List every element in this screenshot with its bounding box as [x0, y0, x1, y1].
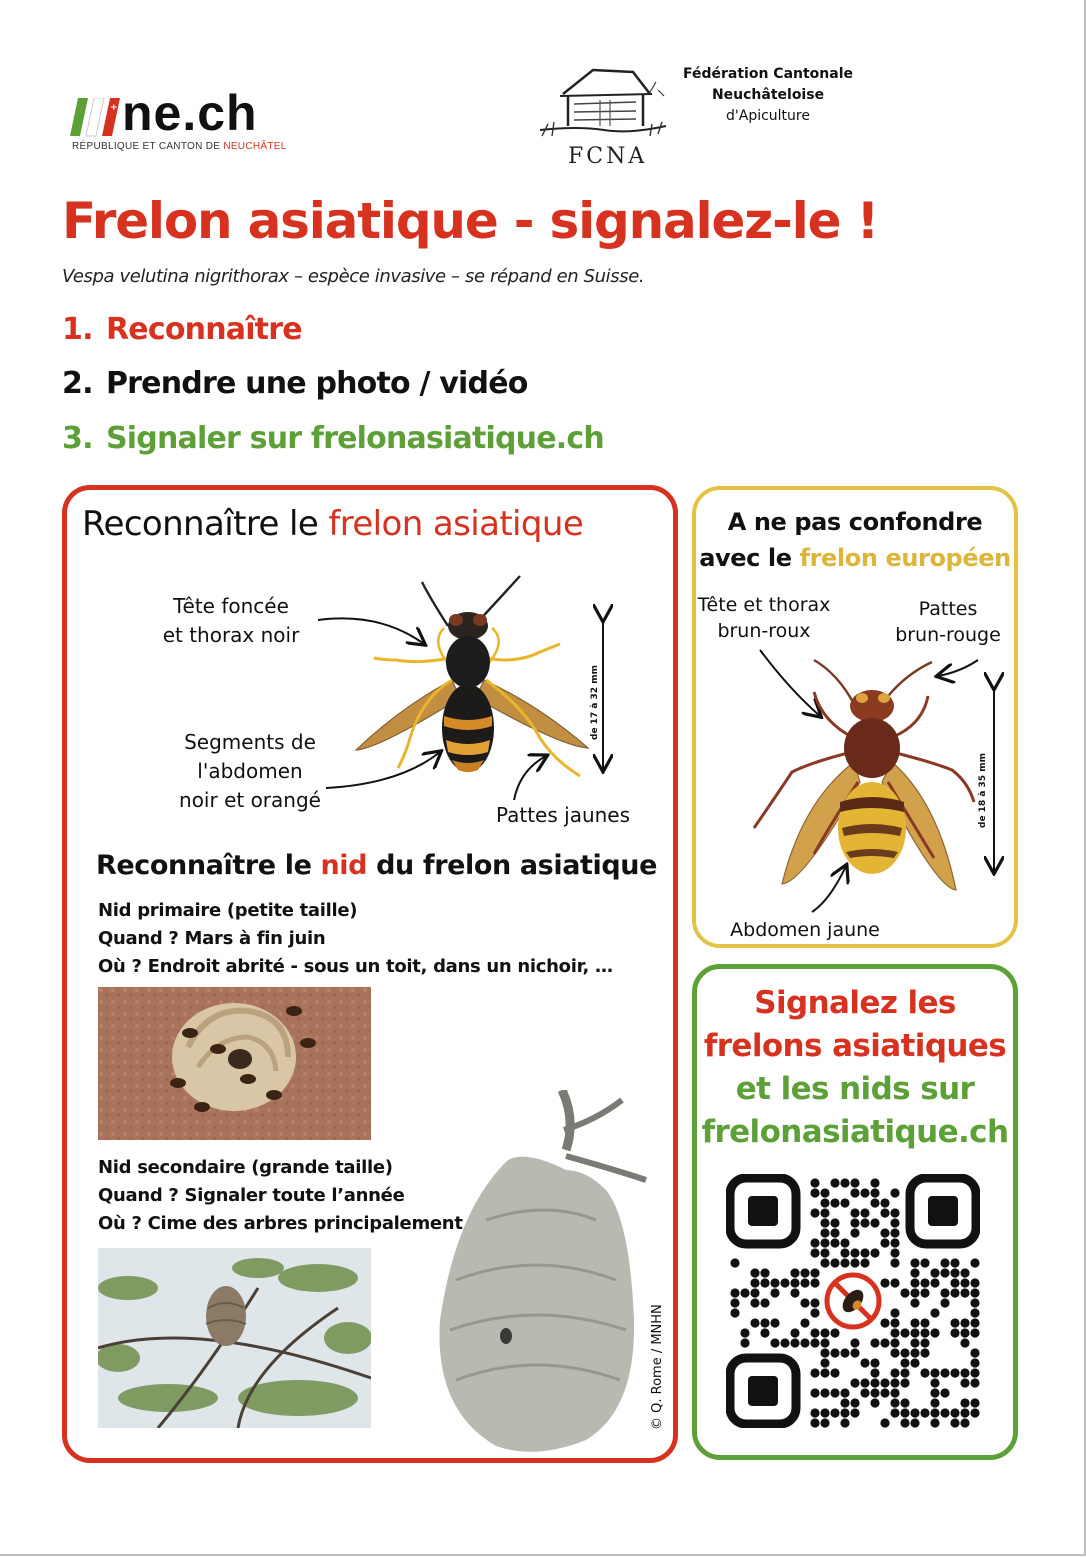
- qr-module: [810, 1338, 819, 1347]
- qr-module: [970, 1318, 979, 1327]
- qr-module: [880, 1228, 889, 1237]
- qr-module: [920, 1328, 929, 1337]
- qr-module: [880, 1388, 889, 1397]
- qr-module: [880, 1278, 889, 1287]
- qr-code[interactable]: [726, 1174, 980, 1428]
- qr-module: [820, 1218, 829, 1227]
- qr-module: [820, 1388, 829, 1397]
- qr-module: [920, 1368, 929, 1377]
- qr-module: [790, 1268, 799, 1277]
- qr-module: [850, 1228, 859, 1237]
- qr-module: [910, 1298, 919, 1307]
- qr-module: [900, 1418, 909, 1427]
- qr-module: [920, 1318, 929, 1327]
- qr-module: [880, 1338, 889, 1347]
- qr-module: [840, 1238, 849, 1247]
- qr-module: [840, 1398, 849, 1407]
- european-hornet-image: [742, 652, 978, 904]
- qr-module: [960, 1328, 969, 1337]
- qr-module: [910, 1338, 919, 1347]
- qr-module: [890, 1188, 899, 1197]
- photo-credit: © Q. Rome / MNHN: [650, 1304, 665, 1430]
- qr-module: [810, 1368, 819, 1377]
- qr-module: [930, 1378, 939, 1387]
- qr-module: [970, 1298, 979, 1307]
- fcna-name-line2: Neuchâteloise: [711, 87, 825, 103]
- qr-module: [750, 1278, 759, 1287]
- qr-module: [740, 1328, 749, 1337]
- qr-module: [930, 1278, 939, 1287]
- fcna-logo-text: FCNA: [568, 144, 648, 169]
- qr-module: [910, 1268, 919, 1277]
- qr-module: [790, 1328, 799, 1337]
- secondary-nest-tree-photo: [98, 1248, 371, 1428]
- european-size-label: de 18 à 35 mm: [978, 753, 988, 828]
- qr-module: [840, 1248, 849, 1257]
- qr-module: [810, 1248, 819, 1257]
- qr-module: [970, 1358, 979, 1367]
- qr-module: [970, 1378, 979, 1387]
- qr-module: [920, 1338, 929, 1347]
- qr-module: [820, 1248, 829, 1257]
- qr-module: [850, 1258, 859, 1267]
- qr-module: [940, 1368, 949, 1377]
- qr-module: [910, 1408, 919, 1417]
- qr-module: [850, 1178, 859, 1187]
- qr-module: [940, 1298, 949, 1307]
- qr-module: [930, 1408, 939, 1417]
- qr-module: [890, 1208, 899, 1217]
- label-asian-abdomen: Segments de l'abdomen noir et orangé: [179, 730, 321, 812]
- step-2-number: 2.: [62, 366, 93, 401]
- qr-module: [880, 1208, 889, 1217]
- qr-module: [890, 1388, 899, 1397]
- asian-size-label: de 17 à 32 mm: [590, 665, 600, 740]
- qr-module: [860, 1258, 869, 1267]
- qr-module: [730, 1288, 739, 1297]
- qr-module: [850, 1248, 859, 1257]
- qr-module: [730, 1258, 739, 1267]
- qr-module: [850, 1398, 859, 1407]
- qr-module: [810, 1268, 819, 1277]
- qr-module: [820, 1418, 829, 1427]
- qr-module: [920, 1288, 929, 1297]
- qr-module: [900, 1408, 909, 1417]
- qr-module: [830, 1388, 839, 1397]
- qr-module: [970, 1328, 979, 1337]
- qr-module: [850, 1378, 859, 1387]
- qr-module: [820, 1208, 829, 1217]
- qr-module: [830, 1218, 839, 1227]
- page-title: Frelon asiatique - signalez-le !: [62, 192, 879, 250]
- qr-module: [780, 1338, 789, 1347]
- qr-module: [840, 1348, 849, 1357]
- qr-module: [840, 1178, 849, 1187]
- qr-module: [810, 1298, 819, 1307]
- qr-module: [740, 1288, 749, 1297]
- qr-module: [890, 1378, 899, 1387]
- qr-module: [900, 1358, 909, 1367]
- qr-module: [790, 1278, 799, 1287]
- qr-module: [900, 1368, 909, 1377]
- nest-heading: Reconnaître le nid du frelon asiatique: [96, 850, 658, 881]
- qr-module: [840, 1418, 849, 1427]
- qr-module: [840, 1258, 849, 1267]
- qr-module: [960, 1288, 969, 1297]
- qr-module: [890, 1338, 899, 1347]
- qr-module: [970, 1278, 979, 1287]
- qr-module: [850, 1338, 859, 1347]
- qr-module: [910, 1258, 919, 1267]
- qr-module: [740, 1338, 749, 1347]
- qr-module: [950, 1288, 959, 1297]
- qr-module: [820, 1358, 829, 1367]
- qr-module: [890, 1308, 899, 1317]
- qr-module: [890, 1328, 899, 1337]
- qr-module: [870, 1248, 879, 1257]
- qr-module: [950, 1318, 959, 1327]
- page-subtitle: Vespa velutina nigrithorax – espèce invasive – se répand en Suisse.: [62, 266, 645, 287]
- qr-module: [820, 1238, 829, 1247]
- qr-module: [900, 1398, 909, 1407]
- qr-module: [870, 1218, 879, 1227]
- qr-module: [800, 1338, 809, 1347]
- qr-module: [950, 1408, 959, 1417]
- qr-module: [950, 1418, 959, 1427]
- recognize-heading: Reconnaître le frelon asiatique: [82, 504, 584, 544]
- qr-module: [840, 1198, 849, 1207]
- step-3-label: Signaler sur frelonasiatique.ch: [106, 421, 604, 456]
- qr-module: [960, 1368, 969, 1377]
- qr-module: [870, 1378, 879, 1387]
- qr-module: [850, 1188, 859, 1197]
- qr-module: [890, 1348, 899, 1357]
- qr-module: [920, 1408, 929, 1417]
- qr-module: [820, 1328, 829, 1337]
- qr-module: [850, 1408, 859, 1417]
- qr-module: [760, 1298, 769, 1307]
- qr-module: [850, 1348, 859, 1357]
- qr-module: [940, 1258, 949, 1267]
- qr-module: [930, 1418, 939, 1427]
- qr-module: [920, 1278, 929, 1287]
- qr-module: [960, 1318, 969, 1327]
- qr-module: [890, 1258, 899, 1267]
- qr-module: [900, 1378, 909, 1387]
- qr-module: [830, 1198, 839, 1207]
- qr-module: [910, 1318, 919, 1327]
- qr-module: [830, 1258, 839, 1267]
- qr-module: [810, 1408, 819, 1417]
- qr-module: [830, 1368, 839, 1377]
- qr-module: [890, 1318, 899, 1327]
- label-asian-legs: Pattes jaunes: [495, 803, 631, 827]
- qr-module: [960, 1408, 969, 1417]
- fcna-beehive-drawing-icon: [538, 64, 670, 144]
- qr-module: [900, 1288, 909, 1297]
- qr-module: [810, 1328, 819, 1337]
- step-1: [62, 312, 302, 347]
- qr-module: [950, 1268, 959, 1277]
- qr-module: [950, 1278, 959, 1287]
- label-european-head: Tête et thorax brun-roux: [697, 594, 831, 642]
- qr-module: [810, 1308, 819, 1317]
- qr-module: [930, 1368, 939, 1377]
- fcna-name-line3: d'Apiculture: [726, 108, 810, 124]
- qr-module: [960, 1378, 969, 1387]
- qr-module: [770, 1288, 779, 1297]
- qr-module: [810, 1188, 819, 1197]
- qr-module: [830, 1178, 839, 1187]
- qr-module: [770, 1318, 779, 1327]
- qr-module: [940, 1388, 949, 1397]
- qr-module: [790, 1288, 799, 1297]
- qr-module: [930, 1388, 939, 1397]
- qr-module: [810, 1208, 819, 1217]
- qr-module: [960, 1398, 969, 1407]
- qr-module: [750, 1268, 759, 1277]
- qr-module: [750, 1298, 759, 1307]
- qr-module: [750, 1318, 759, 1327]
- qr-module: [810, 1178, 819, 1187]
- step-3: [62, 421, 604, 456]
- asian-hornet-image: [340, 568, 600, 790]
- qr-module: [860, 1358, 869, 1367]
- step-2-label: Prendre une photo / vidéo: [106, 366, 528, 401]
- qr-module: [930, 1328, 939, 1337]
- qr-module: [960, 1268, 969, 1277]
- qr-module: [830, 1238, 839, 1247]
- qr-module: [850, 1208, 859, 1217]
- label-asian-head: Tête foncée et thorax noir: [162, 594, 300, 647]
- qr-module: [860, 1218, 869, 1227]
- fcna-name: [668, 64, 868, 127]
- qr-module: [820, 1368, 829, 1377]
- qr-module: [880, 1318, 889, 1327]
- qr-module: [970, 1348, 979, 1357]
- qr-module: [810, 1278, 819, 1287]
- qr-module: [760, 1328, 769, 1337]
- svg-text:+: +: [110, 103, 118, 113]
- qr-module: [910, 1328, 919, 1337]
- ne-logo-subtitle: RÉPUBLIQUE ET CANTON DE NEUCHÂTEL: [72, 141, 287, 152]
- qr-module: [820, 1228, 829, 1237]
- report-text: Signalez les frelons asiatiques et les nids sur frelonasiatique.ch: [701, 985, 1009, 1150]
- qr-module: [830, 1408, 839, 1417]
- ne-logo[interactable]: [70, 86, 300, 156]
- qr-module: [890, 1238, 899, 1247]
- qr-module: [820, 1258, 829, 1267]
- qr-module: [950, 1368, 959, 1377]
- step-3-number: 3.: [62, 421, 93, 456]
- qr-module: [960, 1418, 969, 1427]
- qr-module: [950, 1328, 959, 1337]
- qr-module: [950, 1258, 959, 1267]
- qr-module: [860, 1248, 869, 1257]
- qr-module: [810, 1238, 819, 1247]
- qr-module: [910, 1418, 919, 1427]
- primary-nest-photo: [98, 987, 371, 1140]
- qr-module: [760, 1268, 769, 1277]
- qr-module: [940, 1408, 949, 1417]
- qr-module: [940, 1268, 949, 1277]
- qr-module: [890, 1278, 899, 1287]
- qr-module: [930, 1268, 939, 1277]
- qr-module: [810, 1418, 819, 1427]
- ne-flag-icon: [70, 98, 130, 138]
- qr-module: [910, 1288, 919, 1297]
- qr-module: [960, 1278, 969, 1287]
- step-1-number: 1.: [62, 312, 93, 347]
- qr-module: [820, 1348, 829, 1357]
- qr-module: [910, 1358, 919, 1367]
- qr-module: [930, 1398, 939, 1407]
- qr-module: [840, 1388, 849, 1397]
- qr-module: [970, 1398, 979, 1407]
- qr-module: [770, 1338, 779, 1347]
- qr-module: [880, 1378, 889, 1387]
- ne-logo-text: ne.ch: [122, 85, 258, 141]
- qr-module: [890, 1368, 899, 1377]
- fcna-logo[interactable]: [538, 64, 670, 174]
- qr-module: [830, 1348, 839, 1357]
- qr-module: [810, 1388, 819, 1397]
- qr-module: [860, 1208, 869, 1217]
- qr-module: [870, 1358, 879, 1367]
- qr-module: [870, 1338, 879, 1347]
- qr-module: [830, 1328, 839, 1337]
- qr-module: [970, 1408, 979, 1417]
- qr-module: [800, 1268, 809, 1277]
- qr-module: [870, 1388, 879, 1397]
- qr-module: [830, 1228, 839, 1237]
- qr-module: [860, 1188, 869, 1197]
- qr-module: [970, 1308, 979, 1317]
- qr-module: [840, 1408, 849, 1417]
- qr-module: [860, 1388, 869, 1397]
- qr-module: [890, 1408, 899, 1417]
- qr-module: [910, 1278, 919, 1287]
- qr-module: [860, 1378, 869, 1387]
- label-european-abdomen: Abdomen jaune: [730, 919, 880, 941]
- qr-module: [890, 1218, 899, 1227]
- qr-module: [820, 1408, 829, 1417]
- qr-module: [780, 1278, 789, 1287]
- qr-module: [750, 1288, 759, 1297]
- qr-module: [760, 1278, 769, 1287]
- qr-module: [800, 1278, 809, 1287]
- qr-module: [940, 1288, 949, 1297]
- qr-module: [850, 1218, 859, 1227]
- step-1-label: Reconnaître: [106, 312, 302, 347]
- secondary-nest-text: Nid secondaire (grande taille) Quand ? Signaler toute l’année Où ? Cime des arbres principalement: [98, 1157, 463, 1234]
- qr-module: [880, 1238, 889, 1247]
- qr-module: [730, 1298, 739, 1307]
- fcna-name-line1: Fédération Cantonale: [682, 66, 854, 82]
- qr-module: [910, 1348, 919, 1357]
- qr-module: [870, 1188, 879, 1197]
- qr-module: [960, 1338, 969, 1347]
- label-european-legs: Pattes brun-rouge: [895, 598, 1001, 646]
- qr-module: [870, 1368, 879, 1377]
- qr-module: [900, 1348, 909, 1357]
- qr-module: [970, 1258, 979, 1267]
- qr-module: [770, 1278, 779, 1287]
- large-secondary-nest-image: [416, 1090, 652, 1460]
- primary-nest-text: Nid primaire (petite taille) Quand ? Mars à fin juin Où ? Endroit abrité - sous un toit, dans un nichoir, …: [98, 900, 613, 977]
- qr-module: [880, 1418, 889, 1427]
- qr-module: [930, 1308, 939, 1317]
- qr-module: [890, 1248, 899, 1257]
- qr-module: [970, 1368, 979, 1377]
- qr-module: [870, 1198, 879, 1207]
- qr-module: [790, 1338, 799, 1347]
- qr-module: [890, 1398, 899, 1407]
- qr-module: [920, 1258, 929, 1267]
- qr-module: [800, 1298, 809, 1307]
- qr-module: [820, 1188, 829, 1197]
- confuse-heading: A ne pas confondre avec le frelon européen: [699, 508, 1011, 572]
- qr-module: [920, 1348, 929, 1357]
- qr-module: [890, 1228, 899, 1237]
- qr-module: [820, 1338, 829, 1347]
- qr-module: [730, 1308, 739, 1317]
- qr-module: [800, 1318, 809, 1327]
- qr-module: [870, 1178, 879, 1187]
- qr-module: [900, 1328, 909, 1337]
- step-2: [62, 366, 528, 401]
- qr-module: [970, 1288, 979, 1297]
- qr-module: [870, 1398, 879, 1407]
- qr-module: [880, 1198, 889, 1207]
- qr-module: [820, 1198, 829, 1207]
- qr-module: [760, 1318, 769, 1327]
